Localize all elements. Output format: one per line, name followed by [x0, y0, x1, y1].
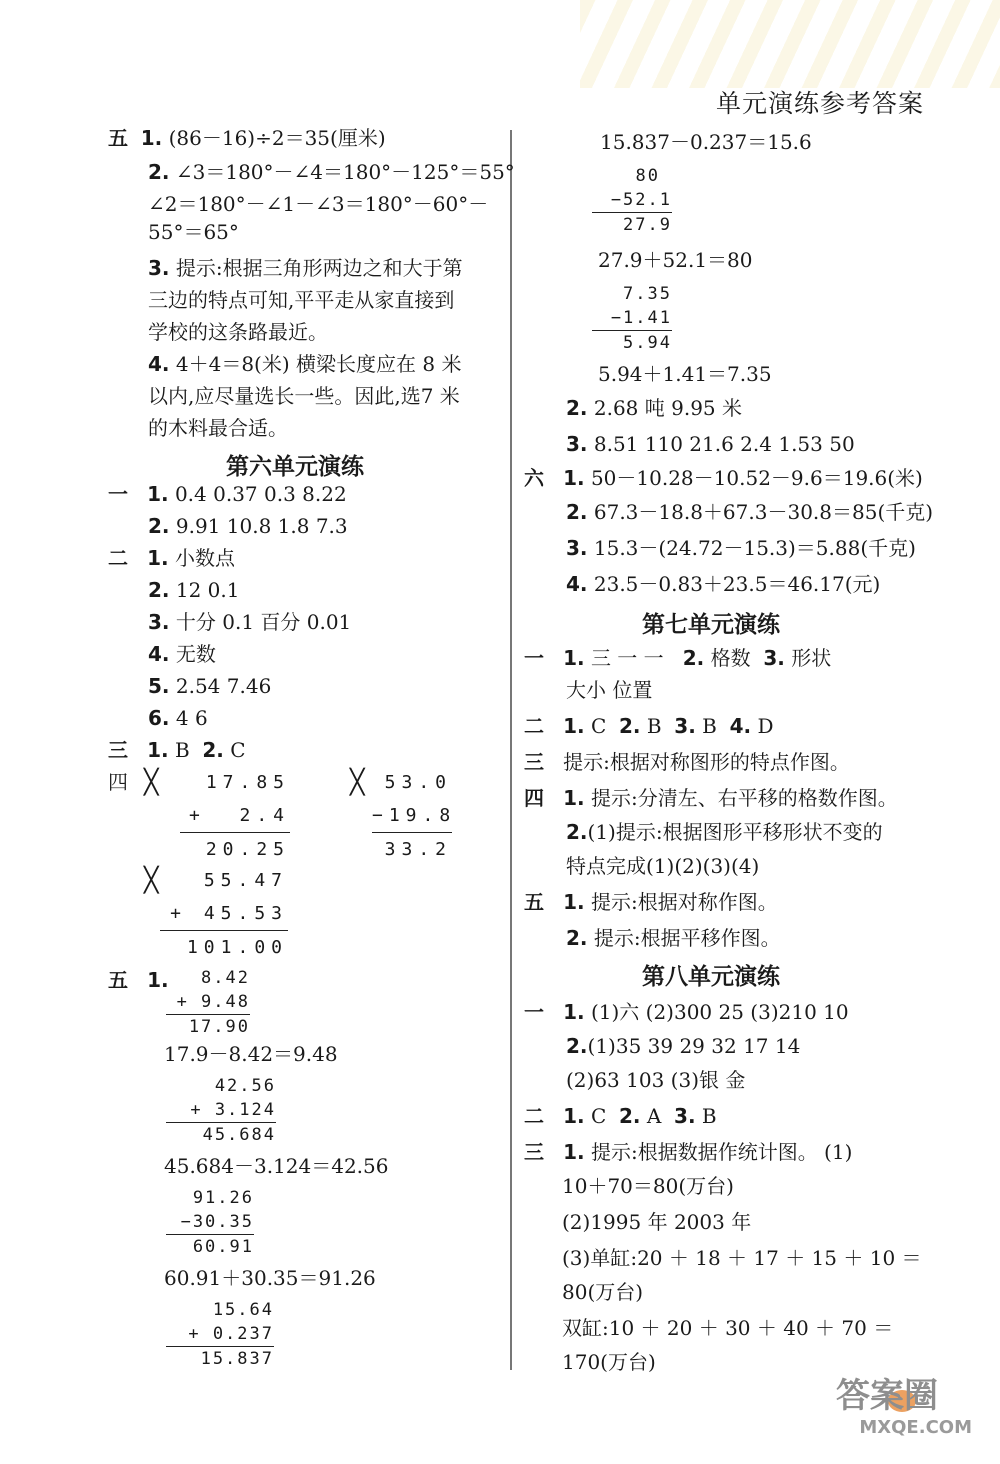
vertical-calc: 91.26 −30.35 60.91 — [166, 1186, 254, 1259]
answer-line: 55°＝65° — [148, 220, 239, 244]
answer-line: 2. 提示:根据平移作图。 — [566, 926, 781, 950]
answer-line: 15.837－0.237＝15.6 — [600, 130, 812, 154]
answer-line: 三 1. 提示:根据数据作统计图。 (1) — [524, 1140, 853, 1164]
answer-line: 80(万台) — [562, 1280, 644, 1304]
answer-line: 2.(1)提示:根据图形平移形状不变的 — [566, 820, 883, 844]
vertical-calc: 7.35 −1.41 5.94 — [592, 282, 672, 355]
watermark-url: MXQE.COM — [859, 1417, 972, 1438]
answer-line: 170(万台) — [562, 1350, 656, 1374]
answer-line: 学校的这条路最近。 — [148, 320, 328, 344]
answer-line: 二 1. C 2. B 3. B 4. D — [524, 714, 774, 738]
answer-line: 的木料最合适。 — [148, 416, 288, 440]
unit8-title: 第八单元演练 — [642, 964, 780, 990]
answer-line: 六 1. 50－10.28－10.52－9.6＝19.6(米) — [524, 466, 923, 490]
answer-line: 三 提示:根据对称图形的特点作图。 — [524, 750, 850, 774]
vertical-calc: 80 −52.1 27.9 — [592, 164, 672, 237]
answer-line: 特点完成(1)(2)(3)(4) — [566, 854, 760, 878]
answer-line: 一 1. 三 一 一 2. 格数 3. 形状 — [524, 646, 832, 670]
answer-line: 二 1. 小数点 — [108, 546, 235, 570]
answer-line: 5. 2.54 7.46 — [148, 674, 272, 698]
answer-line: 4. 23.5－0.83＋23.5＝46.17(元) — [566, 572, 881, 596]
answer-line: 一 1. 0.4 0.37 0.3 8.22 — [108, 482, 347, 506]
answer-line: 2. 67.3－18.8＋67.3－30.8＝85(千克) — [566, 500, 934, 524]
answer-line: 10＋70＝80(万台) — [562, 1174, 734, 1198]
answer-line: 17.9－8.42＝9.48 — [164, 1042, 338, 1066]
answer-line: 五 1. 提示:根据对称作图。 — [524, 890, 778, 914]
answer-line: 4. 无数 — [148, 642, 216, 666]
answer-line: 一 1. (1)六 (2)300 25 (3)210 10 — [524, 1000, 849, 1024]
wrong-mark: ╳ — [144, 866, 159, 894]
answer-line: 以内,应尽量选长一些。因此,选7 米 — [148, 384, 460, 408]
wrong-mark: ╳ — [144, 768, 159, 796]
answer-line: 27.9＋52.1＝80 — [598, 248, 753, 272]
column-divider — [510, 130, 512, 1370]
page-header: 单元演练参考答案 — [715, 89, 924, 118]
answer-line: 2. ∠3＝180°－∠4＝180°－125°＝55° — [148, 160, 515, 184]
answer-line: 5.94＋1.41＝7.35 — [598, 362, 772, 386]
vertical-calc: 53.0 −19.8 33.2 — [372, 766, 452, 866]
answer-line: 大小 位置 — [566, 678, 653, 702]
answer-line: 60.91＋30.35＝91.26 — [164, 1266, 376, 1290]
answer-line: 3. 十分 0.1 百分 0.01 — [148, 610, 352, 634]
answer-line: 2.(1)35 39 29 32 17 14 — [566, 1034, 801, 1058]
answer-line: 双缸:10 ＋ 20 ＋ 30 ＋ 40 ＋ 70 ＝ — [562, 1316, 894, 1340]
answer-line: ∠2＝180°－∠1－∠3＝180°－60°－ — [148, 192, 489, 216]
header-decoration — [580, 0, 1000, 88]
unit7-title: 第七单元演练 — [642, 612, 780, 638]
section-label: 四 — [108, 770, 128, 794]
answer-line: 3. 8.51 110 21.6 2.4 1.53 50 — [566, 432, 855, 456]
vertical-calc: 15.64 + 0.237 15.837 — [166, 1298, 274, 1371]
answer-line: (2)63 103 (3)银 金 — [566, 1068, 746, 1092]
answer-line: 三 1. B 2. C — [108, 738, 246, 762]
vertical-calc: 55.47 + 45.53 101.00 — [160, 864, 288, 964]
answer-line: 五 1. (86－16)÷2＝35(厘米) — [108, 126, 386, 150]
answer-line: 3. 提示:根据三角形两边之和大于第 — [148, 256, 463, 280]
vertical-calc: 8.42 + 9.48 17.90 — [166, 966, 250, 1039]
answer-line: 3. 15.3－(24.72－15.3)＝5.88(千克) — [566, 536, 916, 560]
watermark-logo-text: 答案圈 — [836, 1376, 938, 1416]
answer-line: (2)1995 年 2003 年 — [562, 1210, 752, 1234]
answer-line: 2. 12 0.1 — [148, 578, 240, 602]
answer-line: 2. 2.68 吨 9.95 米 — [566, 396, 743, 420]
answer-line: 二 1. C 2. A 3. B — [524, 1104, 717, 1128]
wrong-mark: ╳ — [350, 768, 365, 796]
answer-line: 四 1. 提示:分清左、右平移的格数作图。 — [524, 786, 898, 810]
vertical-calc: 17.85 + 2.4 20.25 — [180, 766, 290, 866]
unit6-title: 第六单元演练 — [226, 454, 364, 480]
answer-line: 6. 4 6 — [148, 706, 208, 730]
answer-line: 五 1. — [108, 968, 169, 992]
answer-line: 2. 9.91 10.8 1.8 7.3 — [148, 514, 348, 538]
answer-line: 4. 4＋4＝8(米) 横梁长度应在 8 米 — [148, 352, 462, 376]
answer-line: 45.684－3.124＝42.56 — [164, 1154, 389, 1178]
vertical-calc: 42.56 + 3.124 45.684 — [166, 1074, 276, 1147]
watermark — [822, 1368, 972, 1438]
answer-line: 三边的特点可知,平平走从家直接到 — [148, 288, 455, 312]
answer-line: (3)单缸:20 ＋ 18 ＋ 17 ＋ 15 ＋ 10 ＝ — [562, 1246, 922, 1270]
